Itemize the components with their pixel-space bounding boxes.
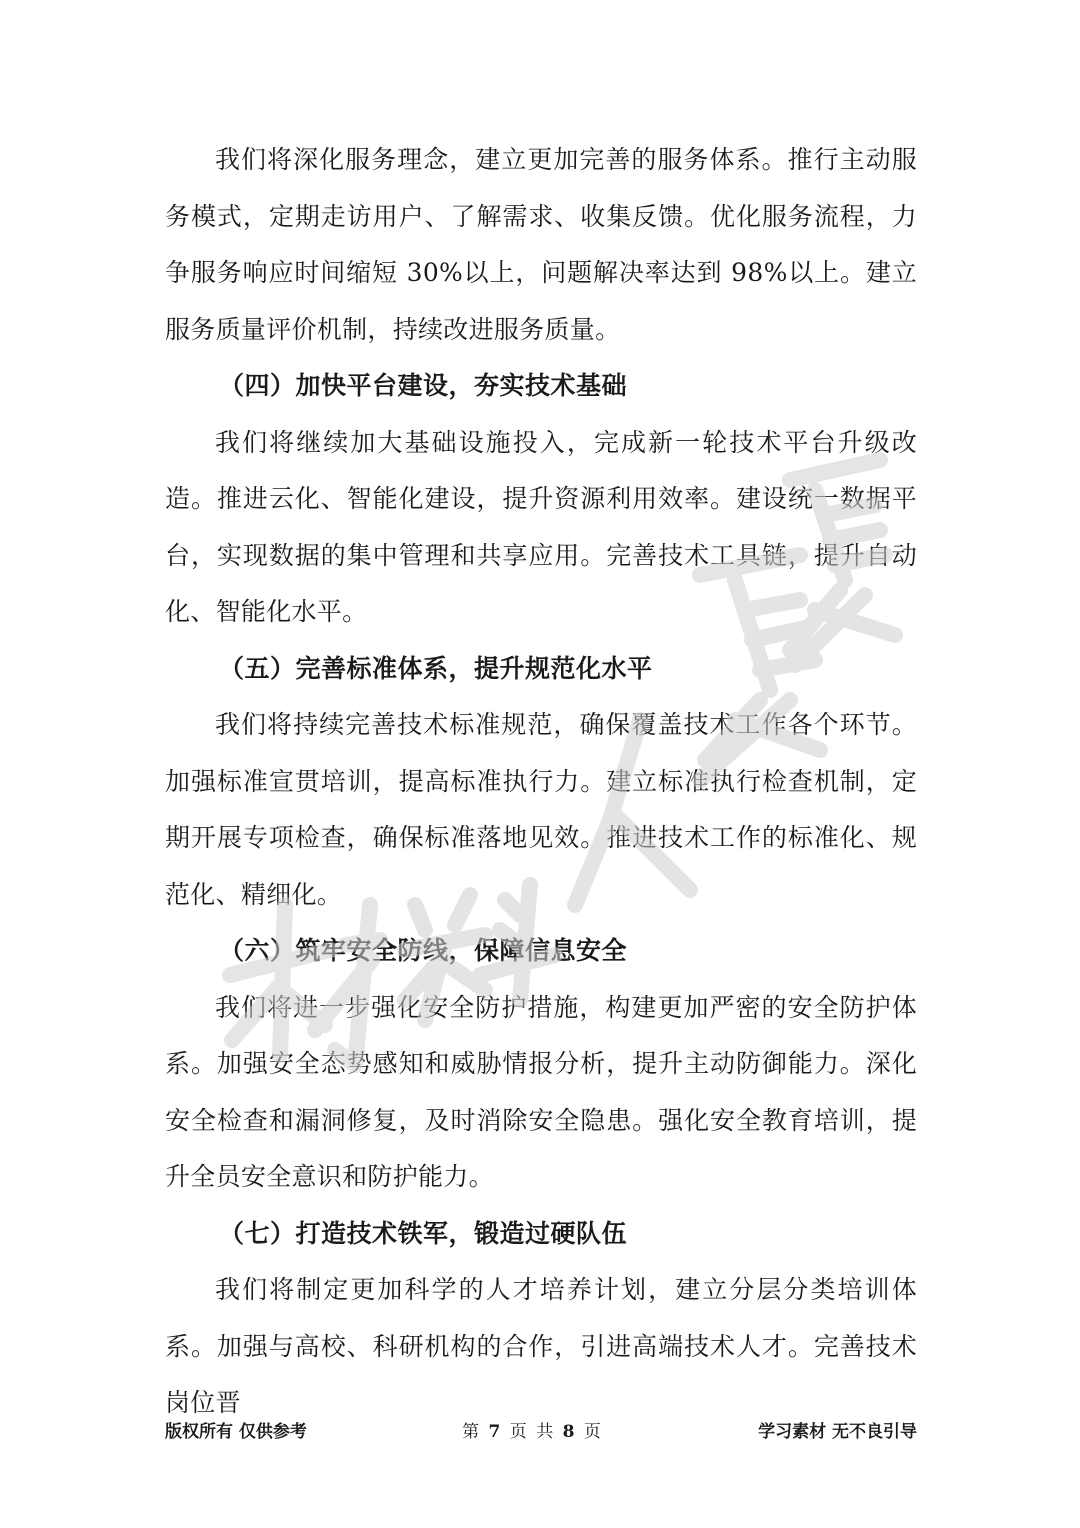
usage-note: 学习素材 无不良引导 <box>758 1421 917 1442</box>
paragraph: 我们将继续加大基础设施投入，完成新一轮技术平台升级改造。推进云化、智能化建设，提升资源利用效率。建设统一数据平台，实现数据的集中管理和共享应用。完善技术工具链，提升自动化、智能化水平。 <box>165 427 917 626</box>
paragraph: 我们将深化服务理念，建立更加完善的服务体系。推行主动服务模式，定期走访用户、了解需求、收集反馈。优化服务流程，力争服务响应时间缩短 30%以上，问题解决率达到 98%以上。建立服务质量评价机制，持续改进服务质量。 <box>165 145 917 344</box>
page-prefix: 第 <box>462 1421 482 1442</box>
paragraph: 我们将进一步强化安全防护措施，构建更加严密的安全防护体系。加强安全态势感知和威胁情报分析，提升主动防御能力。深化安全检查和漏洞修复，及时消除安全隐患。强化安全教育培训，提升全员安全意识和防护能力。 <box>165 992 917 1191</box>
page-number <box>462 1417 603 1442</box>
page-mid: 页 共 <box>509 1421 556 1442</box>
section-heading: （四）加快平台建设，夯实技术基础 <box>219 371 628 400</box>
total-pages: 8 <box>562 1421 577 1442</box>
document-body <box>165 132 917 1432</box>
paragraph: 我们将持续完善技术标准规范，确保覆盖技术工作各个环节。加强标准宣贯培训，提高标准执行力。建立标准执行检查机制，定期开展专项检查，确保标准落地见效。推进技术工作的标准化、规范化、精细化。 <box>165 710 917 909</box>
page-suffix: 页 <box>583 1421 603 1442</box>
current-page: 7 <box>488 1421 503 1442</box>
section-heading: （五）完善标准体系，提升规范化水平 <box>219 653 653 683</box>
section-heading: （六）筑牢安全防线，保障信息安全 <box>219 936 628 965</box>
paragraph: 我们将制定更加科学的人才培养计划，建立分层分类培训体系。加强与高校、科研机构的合作，引进高端技术人才。完善技术岗位晋 <box>165 1275 917 1417</box>
page-footer <box>165 1414 917 1444</box>
section-heading: （七）打造技术铁军，锻造过硬队伍 <box>219 1218 628 1248</box>
copyright-note: 版权所有 仅供参考 <box>165 1421 307 1442</box>
